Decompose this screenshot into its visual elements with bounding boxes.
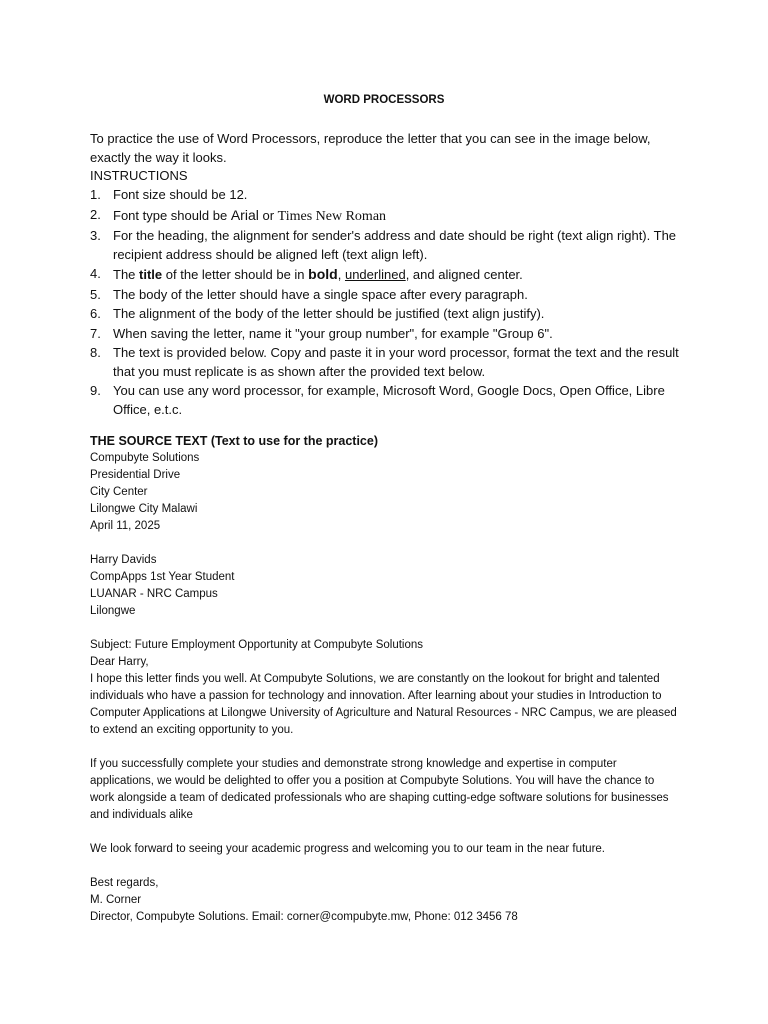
bold-sample: bold xyxy=(308,266,338,282)
instruction-text: , and aligned center. xyxy=(405,267,523,282)
instruction-item xyxy=(90,227,690,264)
blank-line xyxy=(90,535,680,552)
instruction-text: The body of the letter should have a single space after every paragraph. xyxy=(113,286,528,302)
instruction-text: Font size should be 12. xyxy=(113,187,248,202)
letter-paragraph: If you successfully complete your studies and demonstrate strong knowledge and expertise in computer applications, we would be delighted to offer you a position at Compubyte Solutions. You will have the chance to work alongside a team of dedicated professionals who are shaping cutting-edge software solutions for businesses and individuals alike xyxy=(90,758,669,821)
recipient-line: Lilongwe xyxy=(90,605,136,617)
source-text-heading: THE SOURCE TEXT (Text to use for the practice) xyxy=(90,434,379,448)
instruction-item xyxy=(90,382,690,419)
letter-date: April 11, 2025 xyxy=(90,520,161,532)
recipient-line: Harry Davids xyxy=(90,554,157,566)
instructions-list xyxy=(90,186,690,420)
instruction-text: For the heading, the alignment for sender's address and date should be right (text align right). The recipient address should be aligned left (text align left). xyxy=(113,228,677,262)
arial-sample: Arial xyxy=(230,206,259,223)
item-number: 6. xyxy=(90,306,101,321)
instruction-item xyxy=(90,305,690,324)
blank-line xyxy=(90,858,680,875)
letter-closing: Best regards, xyxy=(90,877,159,889)
instruction-text: The text is provided below. Copy and paste it in your word processor, format the text and the result that you must replicate is as shown after the provided text below. xyxy=(113,345,679,379)
item-number: 4. xyxy=(90,266,101,281)
item-number: 8. xyxy=(90,345,101,360)
instruction-item xyxy=(90,186,690,205)
recipient-line: LUANAR - NRC Campus xyxy=(90,588,218,600)
instruction-item xyxy=(90,286,690,305)
blank-line xyxy=(90,824,680,841)
comma: , xyxy=(337,267,342,282)
instruction-text: Font type should be xyxy=(113,207,228,223)
instruction-item xyxy=(90,344,690,381)
instruction-text: You can use any word processor, for example, Microsoft Word, Google Docs, Open Office, Libre Office, e.t.c. xyxy=(113,383,665,417)
instruction-item xyxy=(90,206,690,227)
item-number: 2. xyxy=(90,206,101,222)
document-title: WORD PROCESSORS xyxy=(323,94,445,106)
sender-line: Compubyte Solutions xyxy=(90,452,200,464)
sender-line: Lilongwe City Malawi xyxy=(90,503,198,515)
instruction-item xyxy=(90,325,690,344)
letter-signer: M. Corner xyxy=(90,894,142,906)
blank-line xyxy=(90,739,680,756)
instruction-text: The alignment of the body of the letter should be justified (text align justify). xyxy=(113,306,545,321)
letter-subject: Subject: Future Employment Opportunity at Compubyte Solutions xyxy=(90,639,424,651)
title-bold-word: title xyxy=(139,267,163,282)
letter-signer-title: Director, Compubyte Solutions. Email: corner@compubyte.mw, Phone: 012 3456 78 xyxy=(90,911,518,923)
item-number: 3. xyxy=(90,228,101,243)
letter-paragraph: I hope this letter finds you well. At Compubyte Solutions, we are constantly on the lookout for bright and talented individuals who have a passion for technology and innovation. After learning about your studies in Introduction to Computer Applications at Lilongwe University of Agriculture and Natural Resources - NRC Campus, we are pleased to extend an exciting opportunity to you. xyxy=(90,673,677,736)
instruction-item xyxy=(90,265,690,285)
instruction-text: The xyxy=(113,267,136,282)
times-new-roman-sample: Times New Roman xyxy=(277,208,387,224)
sender-line: Presidential Drive xyxy=(90,469,181,481)
intro-paragraph: To practice the use of Word Processors, reproduce the letter that you can see in the image below, exactly the way it looks. xyxy=(90,131,651,165)
letter-paragraph: We look forward to seeing your academic progress and welcoming you to our team in the near future. xyxy=(90,843,606,855)
or-word: or xyxy=(262,207,275,223)
item-number: 9. xyxy=(90,383,101,398)
instruction-text: of the letter should be in xyxy=(165,267,305,282)
item-number: 5. xyxy=(90,286,101,302)
instruction-text: When saving the letter, name it "your group number", for example "Group 6". xyxy=(113,325,553,341)
sender-line: City Center xyxy=(90,486,148,498)
item-number: 1. xyxy=(90,187,101,202)
underlined-sample: underlined xyxy=(344,267,406,282)
letter-salutation: Dear Harry, xyxy=(90,656,149,668)
instructions-heading: INSTRUCTIONS xyxy=(90,168,188,183)
source-letter xyxy=(90,450,680,926)
item-number: 7. xyxy=(90,325,101,341)
blank-line xyxy=(90,620,680,637)
recipient-line: CompApps 1st Year Student xyxy=(90,571,235,583)
